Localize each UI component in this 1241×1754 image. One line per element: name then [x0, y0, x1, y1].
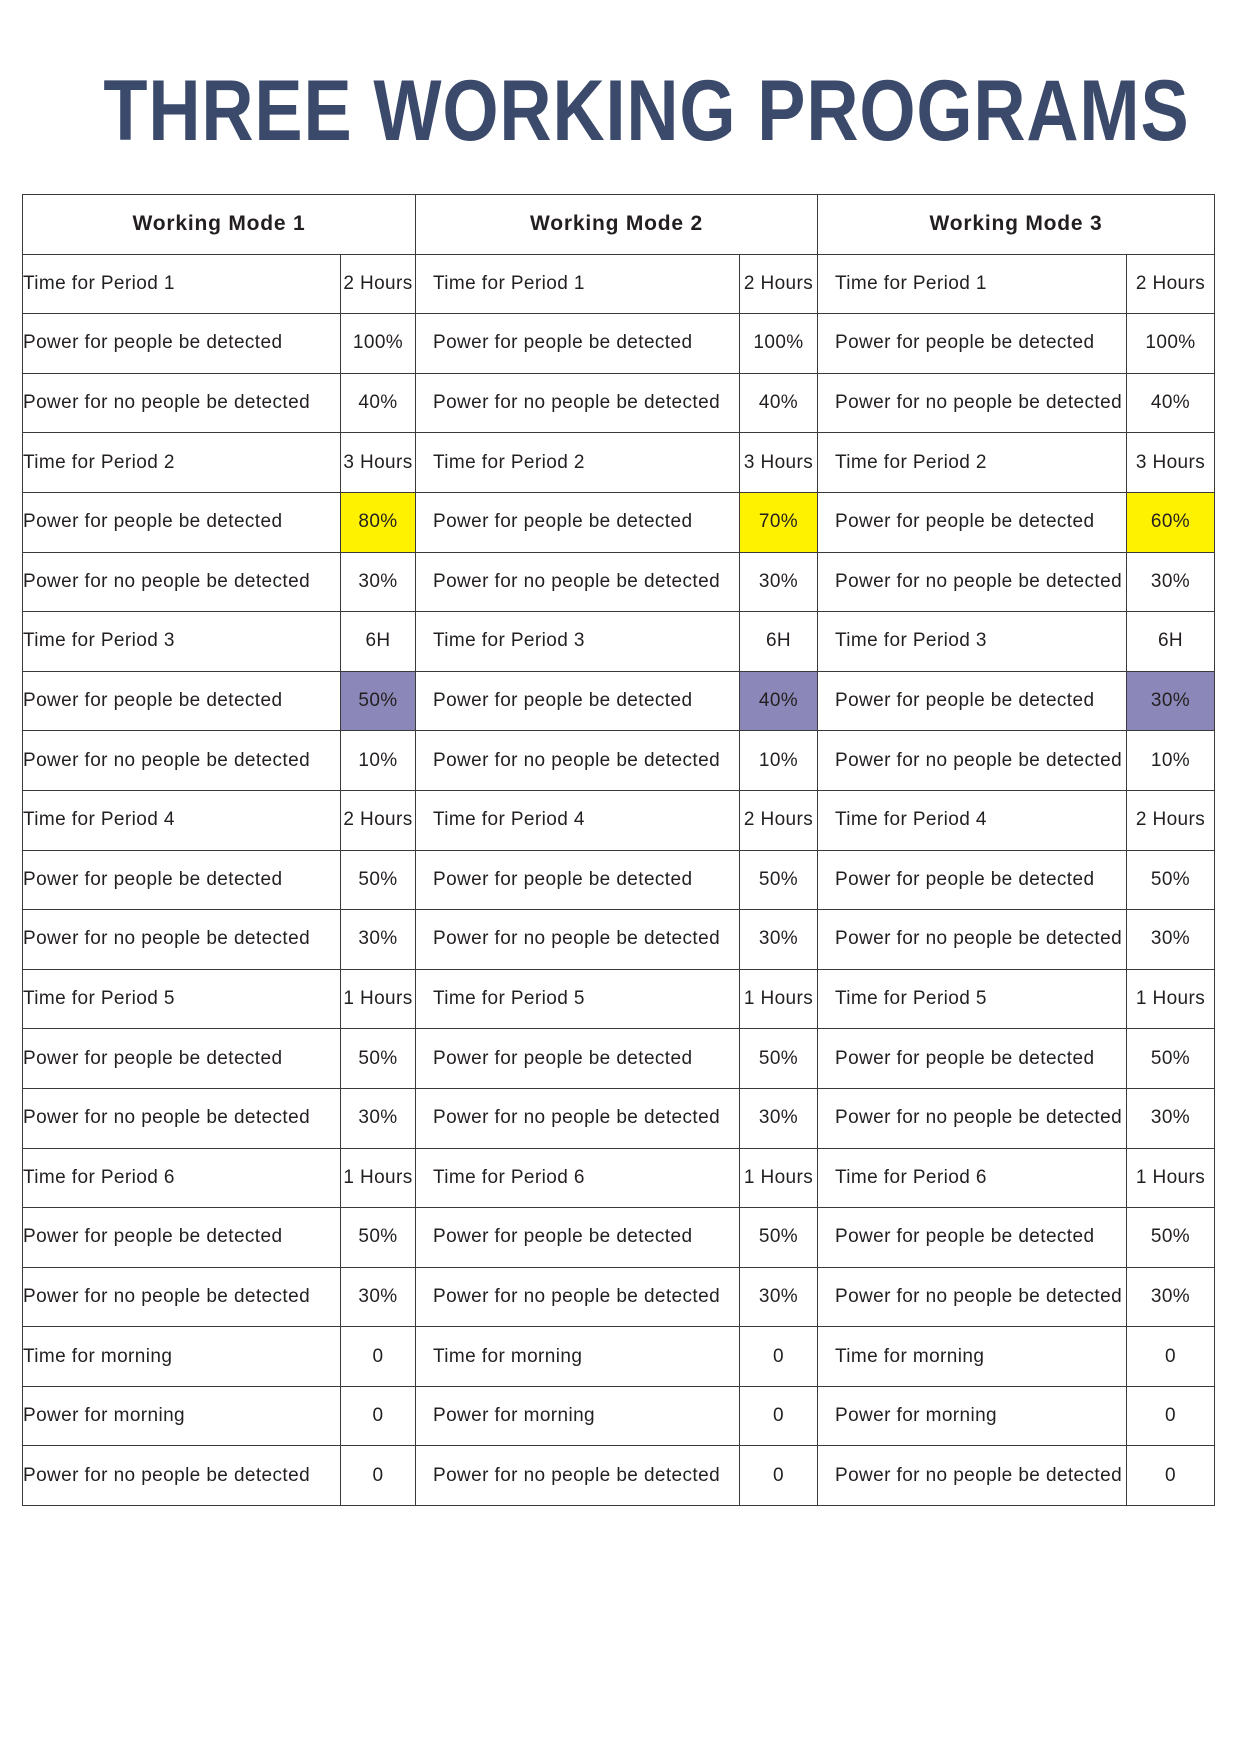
- mode-3-row-value: 50%: [1127, 850, 1215, 910]
- table-row: [23, 790, 1215, 850]
- mode-3-row-value: 1 Hours: [1127, 969, 1215, 1029]
- mode-3-row-value: 3 Hours: [1127, 433, 1215, 493]
- mode-3-row-value: 0: [1127, 1386, 1215, 1446]
- mode-3-row-label: Power for people be detected: [818, 314, 1127, 374]
- mode-3-row-value: 40%: [1127, 373, 1215, 433]
- mode-2-row-label: Time for Period 1: [416, 254, 740, 314]
- programs-table: [22, 194, 1215, 1506]
- mode-1-row-value: 3 Hours: [341, 433, 416, 493]
- mode-2-row-value: 1 Hours: [740, 969, 818, 1029]
- mode-1-row-value: 6H: [341, 612, 416, 672]
- mode-2-row-value: 0: [740, 1386, 818, 1446]
- mode-2-row-label: Power for no people be detected: [416, 373, 740, 433]
- mode-2-row-value: 0: [740, 1327, 818, 1387]
- table-row: [23, 254, 1215, 314]
- table-row: [23, 612, 1215, 672]
- mode-1-row-value: 30%: [341, 910, 416, 970]
- mode-1-row-label: Power for morning: [23, 1386, 341, 1446]
- mode-1-row-value: 50%: [341, 850, 416, 910]
- mode-3-row-label: Time for Period 4: [818, 790, 1127, 850]
- mode-3-row-value: 0: [1127, 1446, 1215, 1506]
- table-row: [23, 1327, 1215, 1387]
- table-row: [23, 910, 1215, 970]
- mode-2-row-label: Power for people be detected: [416, 1029, 740, 1089]
- mode-2-row-label: Power for people be detected: [416, 1208, 740, 1268]
- mode-2-row-label: Time for Period 2: [416, 433, 740, 493]
- mode-1-row-value: 0: [341, 1386, 416, 1446]
- mode-3-row-label: Time for morning: [818, 1327, 1127, 1387]
- table-row: [23, 492, 1215, 552]
- mode-1-row-label: Power for people be detected: [23, 671, 341, 731]
- mode-2-row-value: 30%: [740, 1267, 818, 1327]
- mode-3-row-label: Power for no people be detected: [818, 1088, 1127, 1148]
- mode-3-row-value: 30%: [1127, 1088, 1215, 1148]
- mode-1-row-label: Power for no people be detected: [23, 910, 341, 970]
- mode-1-row-label: Power for people be detected: [23, 850, 341, 910]
- table-row: [23, 552, 1215, 612]
- mode-1-row-label: Power for no people be detected: [23, 731, 341, 791]
- mode-3-row-value: 60%: [1127, 492, 1215, 552]
- mode-1-row-value: 2 Hours: [341, 790, 416, 850]
- mode-3-row-label: Power for people be detected: [818, 1208, 1127, 1268]
- mode-1-row-label: Power for no people be detected: [23, 1267, 341, 1327]
- table-row: [23, 433, 1215, 493]
- page-title-wrapper: [0, 62, 1241, 161]
- table-row: [23, 671, 1215, 731]
- mode-3-row-label: Power for people be detected: [818, 850, 1127, 910]
- mode-3-row-label: Power for people be detected: [818, 1029, 1127, 1089]
- mode-1-row-label: Power for people be detected: [23, 1208, 341, 1268]
- mode-2-row-value: 40%: [740, 671, 818, 731]
- mode-3-row-label: Power for people be detected: [818, 492, 1127, 552]
- table-row: [23, 969, 1215, 1029]
- mode-2-row-value: 2 Hours: [740, 254, 818, 314]
- mode-2-row-label: Time for Period 3: [416, 612, 740, 672]
- mode-2-row-label: Power for no people be detected: [416, 1267, 740, 1327]
- mode-3-row-value: 50%: [1127, 1208, 1215, 1268]
- mode-1-row-value: 80%: [341, 492, 416, 552]
- mode-2-row-label: Time for Period 4: [416, 790, 740, 850]
- mode-2-row-label: Power for people be detected: [416, 671, 740, 731]
- mode-3-row-value: 30%: [1127, 671, 1215, 731]
- mode-1-row-value: 40%: [341, 373, 416, 433]
- mode-1-row-label: Time for Period 6: [23, 1148, 341, 1208]
- mode-3-row-value: 6H: [1127, 612, 1215, 672]
- mode-3-row-value: 30%: [1127, 1267, 1215, 1327]
- mode-1-row-label: Time for morning: [23, 1327, 341, 1387]
- mode-1-row-label: Power for no people be detected: [23, 552, 341, 612]
- mode-3-row-label: Power for morning: [818, 1386, 1127, 1446]
- mode-1-row-value: 1 Hours: [341, 1148, 416, 1208]
- mode-2-row-label: Power for no people be detected: [416, 731, 740, 791]
- mode-1-row-label: Power for people be detected: [23, 314, 341, 374]
- mode-1-row-label: Time for Period 5: [23, 969, 341, 1029]
- mode-1-row-value: 50%: [341, 1208, 416, 1268]
- mode-1-row-label: Time for Period 4: [23, 790, 341, 850]
- mode-3-row-label: Time for Period 1: [818, 254, 1127, 314]
- mode-2-row-value: 70%: [740, 492, 818, 552]
- mode-2-row-label: Power for people be detected: [416, 850, 740, 910]
- mode-1-row-value: 1 Hours: [341, 969, 416, 1029]
- mode-2-row-value: 6H: [740, 612, 818, 672]
- mode-3-row-value: 1 Hours: [1127, 1148, 1215, 1208]
- mode-3-row-label: Time for Period 2: [818, 433, 1127, 493]
- table-row: [23, 1267, 1215, 1327]
- mode-1-row-value: 100%: [341, 314, 416, 374]
- mode-3-row-label: Power for people be detected: [818, 671, 1127, 731]
- table-row: [23, 1148, 1215, 1208]
- mode-2-row-value: 1 Hours: [740, 1148, 818, 1208]
- mode-1-row-label: Power for no people be detected: [23, 373, 341, 433]
- mode-3-row-label: Power for no people be detected: [818, 731, 1127, 791]
- mode-2-row-value: 50%: [740, 850, 818, 910]
- mode-2-row-label: Power for no people be detected: [416, 1088, 740, 1148]
- mode-2-row-label: Power for no people be detected: [416, 910, 740, 970]
- mode-2-row-value: 40%: [740, 373, 818, 433]
- table-body: [23, 254, 1215, 1505]
- mode-2-row-label: Time for Period 5: [416, 969, 740, 1029]
- mode-2-row-value: 0: [740, 1446, 818, 1506]
- mode-2-row-value: 3 Hours: [740, 433, 818, 493]
- mode-2-row-value: 50%: [740, 1029, 818, 1089]
- mode-1-row-value: 0: [341, 1446, 416, 1506]
- mode-1-row-value: 30%: [341, 552, 416, 612]
- mode-2-row-value: 30%: [740, 552, 818, 612]
- mode-2-row-label: Time for Period 6: [416, 1148, 740, 1208]
- table-row: [23, 1446, 1215, 1506]
- mode-3-row-label: Power for no people be detected: [818, 552, 1127, 612]
- mode-2-row-label: Power for no people be detected: [416, 552, 740, 612]
- mode-1-row-label: Power for no people be detected: [23, 1088, 341, 1148]
- mode-2-row-value: 30%: [740, 1088, 818, 1148]
- mode-2-row-label: Power for morning: [416, 1386, 740, 1446]
- mode-3-row-label: Power for no people be detected: [818, 910, 1127, 970]
- mode-3-row-value: 30%: [1127, 910, 1215, 970]
- page-title: THREE WORKING PROGRAMS: [103, 63, 1190, 159]
- mode-3-row-value: 30%: [1127, 552, 1215, 612]
- table-row: [23, 1029, 1215, 1089]
- table-row: [23, 314, 1215, 374]
- table-row: [23, 1208, 1215, 1268]
- mode-2-row-value: 50%: [740, 1208, 818, 1268]
- mode-2-row-label: Time for morning: [416, 1327, 740, 1387]
- mode-1-row-label: Power for no people be detected: [23, 1446, 341, 1506]
- mode-1-row-label: Time for Period 2: [23, 433, 341, 493]
- mode-3-row-label: Time for Period 6: [818, 1148, 1127, 1208]
- mode-1-row-value: 2 Hours: [341, 254, 416, 314]
- mode-1-row-label: Power for people be detected: [23, 1029, 341, 1089]
- mode-1-row-value: 30%: [341, 1267, 416, 1327]
- mode-1-row-value: 50%: [341, 1029, 416, 1089]
- mode-1-row-label: Power for people be detected: [23, 492, 341, 552]
- mode-2-row-value: 10%: [740, 731, 818, 791]
- mode-2-header: Working Mode 2: [416, 195, 818, 255]
- mode-3-row-label: Time for Period 5: [818, 969, 1127, 1029]
- table-row: [23, 850, 1215, 910]
- mode-2-row-label: Power for people be detected: [416, 314, 740, 374]
- mode-1-row-label: Time for Period 3: [23, 612, 341, 672]
- mode-3-row-label: Power for no people be detected: [818, 373, 1127, 433]
- mode-3-row-value: 100%: [1127, 314, 1215, 374]
- mode-2-row-value: 30%: [740, 910, 818, 970]
- table-row: [23, 731, 1215, 791]
- table-row: [23, 1088, 1215, 1148]
- mode-3-row-label: Power for no people be detected: [818, 1446, 1127, 1506]
- mode-1-header: Working Mode 1: [23, 195, 416, 255]
- mode-1-row-value: 30%: [341, 1088, 416, 1148]
- mode-2-row-label: Power for no people be detected: [416, 1446, 740, 1506]
- mode-3-header: Working Mode 3: [818, 195, 1215, 255]
- mode-3-row-label: Time for Period 3: [818, 612, 1127, 672]
- mode-3-row-value: 2 Hours: [1127, 254, 1215, 314]
- table-header-row: [23, 195, 1215, 255]
- table-row: [23, 1386, 1215, 1446]
- table-row: [23, 373, 1215, 433]
- mode-1-row-value: 0: [341, 1327, 416, 1387]
- mode-1-row-label: Time for Period 1: [23, 254, 341, 314]
- mode-1-row-value: 50%: [341, 671, 416, 731]
- mode-2-row-value: 2 Hours: [740, 790, 818, 850]
- mode-3-row-value: 2 Hours: [1127, 790, 1215, 850]
- mode-2-row-value: 100%: [740, 314, 818, 374]
- mode-2-row-label: Power for people be detected: [416, 492, 740, 552]
- mode-1-row-value: 10%: [341, 731, 416, 791]
- mode-3-row-value: 0: [1127, 1327, 1215, 1387]
- mode-3-row-value: 10%: [1127, 731, 1215, 791]
- mode-3-row-value: 50%: [1127, 1029, 1215, 1089]
- mode-3-row-label: Power for no people be detected: [818, 1267, 1127, 1327]
